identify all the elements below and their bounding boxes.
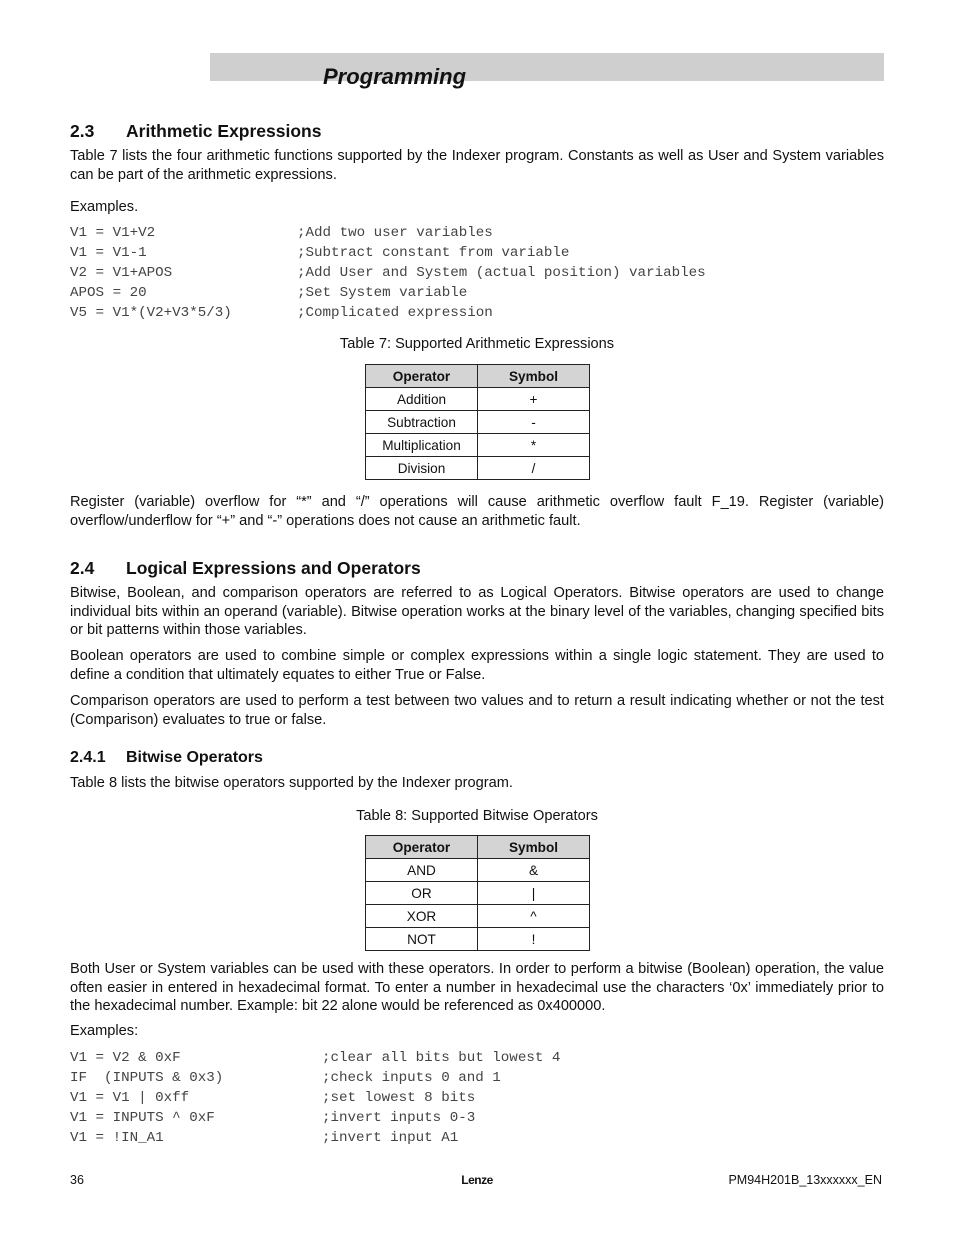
section-heading-2-3 bbox=[70, 121, 321, 142]
overflow-note: Register (variable) overflow for “*” and “/” operations will cause arithmetic overflow fault F_19. Register (variable) overflow/underflow for “+” and “-” operations does not cause an arithmetic fault. bbox=[70, 494, 884, 529]
section-heading-2-4 bbox=[70, 558, 421, 579]
section-intro: Table 7 lists the four arithmetic functions supported by the Indexer program. Constants as well as User and System variables can be part of the arithmetic expressions. bbox=[70, 148, 884, 183]
bitwise-note: Both User or System variables can be used with these operators. In order to perform a bitwise (Boolean) operation, the value often easier in entered in hexadecimal format. To enter a number in hexadecimal use the characters ‘0x’ immediately prior to the hexadecimal number. Example: bit 22 alone would be referenced as 0x400000. bbox=[70, 961, 884, 1014]
table-row: Addition + bbox=[366, 388, 590, 411]
code-block-bitwise bbox=[70, 1048, 560, 1148]
table-header-row: Operator Symbol bbox=[366, 836, 590, 859]
code-line: IF (INPUTS & 0x3) ;check inputs 0 and 1 bbox=[70, 1070, 501, 1086]
section-heading-2-4-1 bbox=[70, 749, 263, 767]
table-header-row: Operator Symbol bbox=[366, 365, 590, 388]
bitwise-table bbox=[365, 835, 590, 951]
logical-para-1: Bitwise, Boolean, and comparison operators are referred to as Logical Operators. Bitwise operators are used to change individual bits within an operand (variable). Bitwise operation works at the binary level of the variables, changing specified bits or bit patterns within those variables. bbox=[70, 585, 884, 638]
section-title: Bitwise Operators bbox=[126, 749, 263, 766]
brand-logo: Lenze bbox=[461, 1173, 493, 1187]
logical-para-3: Comparison operators are used to perform a test between two values and to return a result indicating whether or not the test (Comparison) evaluates to true or false. bbox=[70, 693, 884, 728]
examples-label: Examples: bbox=[70, 1023, 139, 1039]
code-block-arithmetic bbox=[70, 223, 706, 323]
table-row: OR | bbox=[366, 882, 590, 905]
logical-para-2: Boolean operators are used to combine simple or complex expressions within a single logic statement. They are used to define a condition that ultimately equates to either True or False. bbox=[70, 648, 884, 683]
table-7-caption: Table 7: Supported Arithmetic Expressions bbox=[339, 336, 615, 352]
section-number: 2.4 bbox=[70, 558, 95, 578]
section-title: Arithmetic Expressions bbox=[126, 121, 322, 141]
table-row: NOT ! bbox=[366, 928, 590, 951]
bitwise-intro: Table 8 lists the bitwise operators supported by the Indexer program. bbox=[70, 775, 513, 791]
code-line: V1 = V1-1 ;Subtract constant from variable bbox=[70, 245, 570, 261]
code-line: V1 = V1 | 0xff ;set lowest 8 bits bbox=[70, 1090, 476, 1106]
examples-label: Examples. bbox=[70, 199, 139, 215]
page-number: 36 bbox=[70, 1173, 84, 1187]
table-row: Subtraction - bbox=[366, 411, 590, 434]
arithmetic-table bbox=[365, 364, 590, 480]
table-8-caption: Table 8: Supported Bitwise Operators bbox=[356, 808, 598, 824]
code-line: V1 = !IN_A1 ;invert input A1 bbox=[70, 1130, 459, 1146]
table-row: Division / bbox=[366, 457, 590, 480]
table-row: XOR ^ bbox=[366, 905, 590, 928]
code-line: V5 = V1*(V2+V3*5/3) ;Complicated expression bbox=[70, 305, 493, 321]
table-row: Multiplication * bbox=[366, 434, 590, 457]
section-number: 2.3 bbox=[70, 121, 95, 141]
page-title: Programming bbox=[323, 64, 467, 89]
table-row: AND & bbox=[366, 859, 590, 882]
header-bar bbox=[210, 53, 884, 81]
section-title: Logical Expressions and Operators bbox=[126, 558, 421, 578]
code-line: V1 = V2 & 0xF ;clear all bits but lowest 4 bbox=[70, 1050, 561, 1066]
document-id: PM94H201B_13xxxxxx_EN bbox=[728, 1173, 882, 1187]
code-line: V2 = V1+APOS ;Add User and System (actual position) variables bbox=[70, 265, 706, 281]
code-line: APOS = 20 ;Set System variable bbox=[70, 285, 468, 301]
code-line: V1 = INPUTS ^ 0xF ;invert inputs 0-3 bbox=[70, 1110, 476, 1126]
code-line: V1 = V1+V2 ;Add two user variables bbox=[70, 225, 493, 241]
section-number: 2.4.1 bbox=[70, 749, 106, 766]
